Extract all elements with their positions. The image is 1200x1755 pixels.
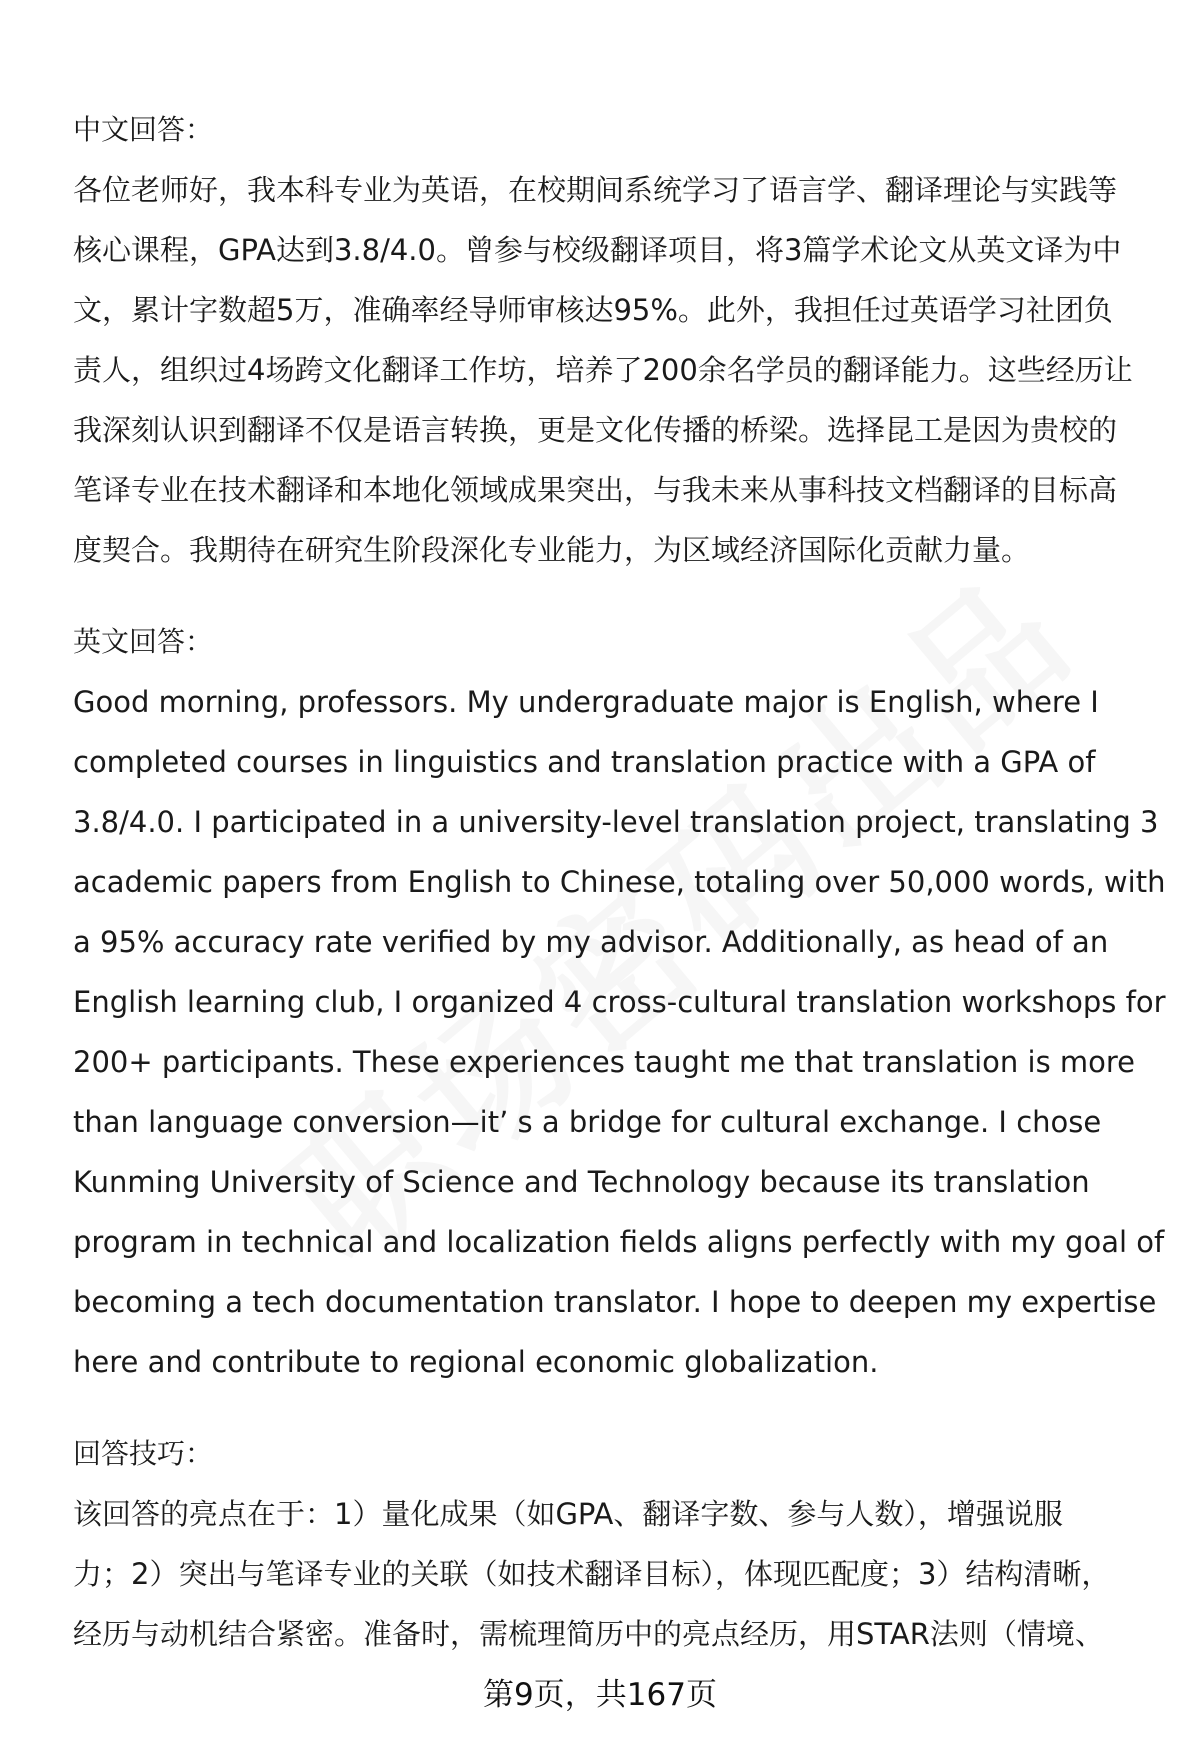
paragraph-line: 责人，组织过4场跨文化翻译工作坊，培养了200余名学员的翻译能力。这些经历让 — [73, 353, 1133, 387]
section-answer-tips — [73, 1424, 1153, 1664]
section-gap — [73, 1392, 1153, 1424]
paragraph-line: 文，累计字数超5万，准确率经导师审核达95%。此外，我担任过英语学习社团负 — [73, 293, 1113, 327]
paragraph-line: a 95% accuracy rate verified by my advisor. Additionally, as head of an — [73, 925, 1109, 959]
paragraph-line: than language conversion—it’ s a bridge for cultural exchange. I chose — [73, 1105, 1102, 1139]
paragraph-line: Good morning, professors. My undergraduate major is English, where I — [73, 685, 1099, 719]
section-paragraph — [73, 160, 1153, 580]
paragraph-line: program in technical and localization fields aligns perfectly with my goal of — [73, 1225, 1165, 1259]
section-heading: 英文回答： — [73, 625, 214, 658]
document-content — [73, 100, 1166, 1664]
paragraph-line: 经历与动机结合紧密。准备时，需梳理简历中的亮点经历，用STAR法则（情境、 — [73, 1617, 1104, 1651]
section-gap — [73, 580, 1153, 612]
paragraph-line: completed courses in linguistics and translation practice with a GPA of — [73, 745, 1096, 779]
page-number-footer: 第9页，共167页 — [483, 1677, 717, 1713]
paragraph-line: 度契合。我期待在研究生阶段深化专业能力，为区域经济国际化贡献力量。 — [73, 533, 1031, 567]
section-paragraph — [73, 672, 1166, 1392]
paragraph-line: 200+ participants. These experiences taught me that translation is more — [73, 1045, 1136, 1079]
paragraph-line: here and contribute to regional economic globalization. — [73, 1345, 879, 1379]
paragraph-line: 核心课程，GPA达到3.8/4.0。曾参与校级翻译项目，将3篇学术论文从英文译为中 — [73, 233, 1122, 267]
section-heading: 回答技巧： — [73, 1437, 214, 1470]
paragraph-line: 力；2）突出与笔译专业的关联（如技术翻译目标），体现匹配度；3）结构清晰， — [73, 1557, 1111, 1591]
paragraph-line: becoming a tech documentation translator. I hope to deepen my expertise — [73, 1285, 1157, 1319]
paragraph-line: 我深刻认识到翻译不仅是语言转换，更是文化传播的桥梁。选择昆工是因为贵校的 — [73, 413, 1118, 447]
paragraph-line: 3.8/4.0. I participated in a university-level translation project, translating 3 — [73, 805, 1159, 839]
section-chinese-answer — [73, 100, 1153, 580]
section-heading: 中文回答： — [73, 113, 214, 146]
section-paragraph — [73, 1484, 1153, 1664]
paragraph-line: Kunming University of Science and Technology because its translation — [73, 1165, 1090, 1199]
section-english-answer — [73, 612, 1166, 1392]
paragraph-line: academic papers from English to Chinese, totaling over 50,000 words, with — [73, 865, 1166, 899]
paragraph-line: 各位老师好，我本科专业为英语，在校期间系统学习了语言学、翻译理论与实践等 — [73, 173, 1118, 207]
paragraph-line: 笔译专业在技术翻译和本地化领域成果突出，与我未来从事科技文档翻译的目标高 — [73, 473, 1118, 507]
paragraph-line: English learning club, I organized 4 cross-cultural translation workshops for — [73, 985, 1166, 1019]
paragraph-line: 该回答的亮点在于：1）量化成果（如GPA、翻译字数、参与人数），增强说服 — [73, 1497, 1063, 1531]
